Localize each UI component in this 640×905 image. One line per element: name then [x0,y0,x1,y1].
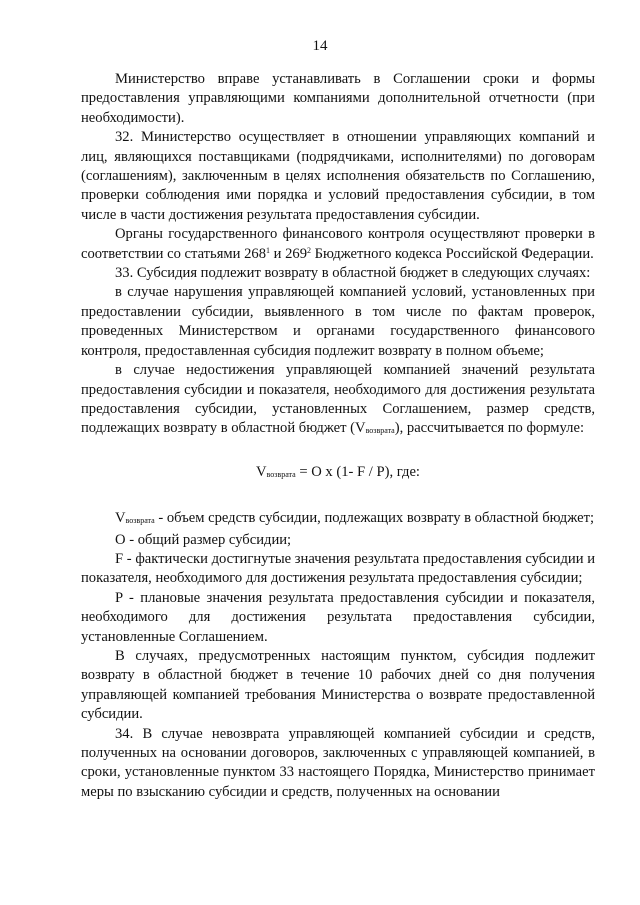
text-segment: Бюджетного кодекса Российской Федерации. [311,245,594,262]
paragraph-financial-control [81,225,595,264]
formula-variable: V [256,463,267,480]
text-segment: в случае недостижения управляющей компанией значений результата предоставления субсидии и показателя, необходимого для достижения результата предоставления субсидии, установленных Соглашением, размер средств, подлежащих возврату в областной бюджет (V [81,362,595,437]
text-segment: Органы государственного финансового контроля осуществляют проверки в соответствии со статьями 268 [81,226,595,262]
subscript: возврата [365,426,395,436]
definition-v [81,509,595,530]
paragraph-return-deadline: В случаях, предусмотренных настоящим пунктом, субсидия подлежит возврату в областной бюджет в течение 10 рабочих дней со дня получения управляющей компанией требования Министерства о возврате предоставленной субсидии. [81,647,595,723]
subscript: возврата [125,516,155,526]
formula [81,463,595,484]
superscript: 1 [266,245,270,255]
definition-o: O - общий размер субсидии; [115,531,292,548]
formula-variable: V [115,510,126,527]
document-body [81,70,595,802]
paragraph-underachievement-case [81,361,595,441]
paragraph-reporting-terms: Министерство вправе устанавливать в Соглашении сроки и формы предоставления управляющими компаниями дополнительной отчетности (при необходимости). [81,71,595,126]
page-number: 14 [312,38,328,54]
paragraph-violation-case: в случае нарушения управляющей компанией условий, установленных при предоставлении субсидии, выявленного в том числе по фактам проверок, проведенных Министерством и органами государственного финансового контроля, предоставленная субсидия подлежит возврату в полном объеме; [81,284,595,359]
definition-text: - объем средств субсидии, подлежащих возврату в областной бюджет; [154,510,595,527]
formula-expression: = O x (1- F / P), где: [295,463,420,480]
paragraph-34: 34. В случае невозврата управляющей компанией субсидии и средств, полученных на основании договоров, заключенных с управляющей компанией, в сроки, установленные пунктом 33 настоящего Порядка, Министерство принимает меры по взысканию субсидии и средств, полученных на основании [81,725,595,800]
paragraph-32: 32. Министерство осуществляет в отношении управляющих компаний и лиц, являющихся поставщиками (подрядчиками, исполнителями) по договорам (соглашениям), заключенным в целях исполнения обязательств по Соглашению, проверки соблюдения ими порядка и условий предоставления субсидии, в том числе в части достижения результата предоставления субсидии. [81,129,595,223]
paragraph-33: 33. Субсидия подлежит возврату в областной бюджет в следующих случаях: [115,265,591,282]
text-segment: и 269 [270,245,307,262]
superscript: 2 [307,245,311,255]
subscript: возврата [266,469,296,479]
definition-f: F - фактически достигнутые значения результата предоставления субсидии и показателя, необходимого для достижения результата предоставления субсидии; [81,550,595,587]
definition-p: P - плановые значения результата предоставления субсидии и показателя, необходимого для достижения результата предоставления субсидии, установленные Соглашением. [81,589,595,645]
text-segment: ), рассчитывается по формуле: [394,420,584,437]
